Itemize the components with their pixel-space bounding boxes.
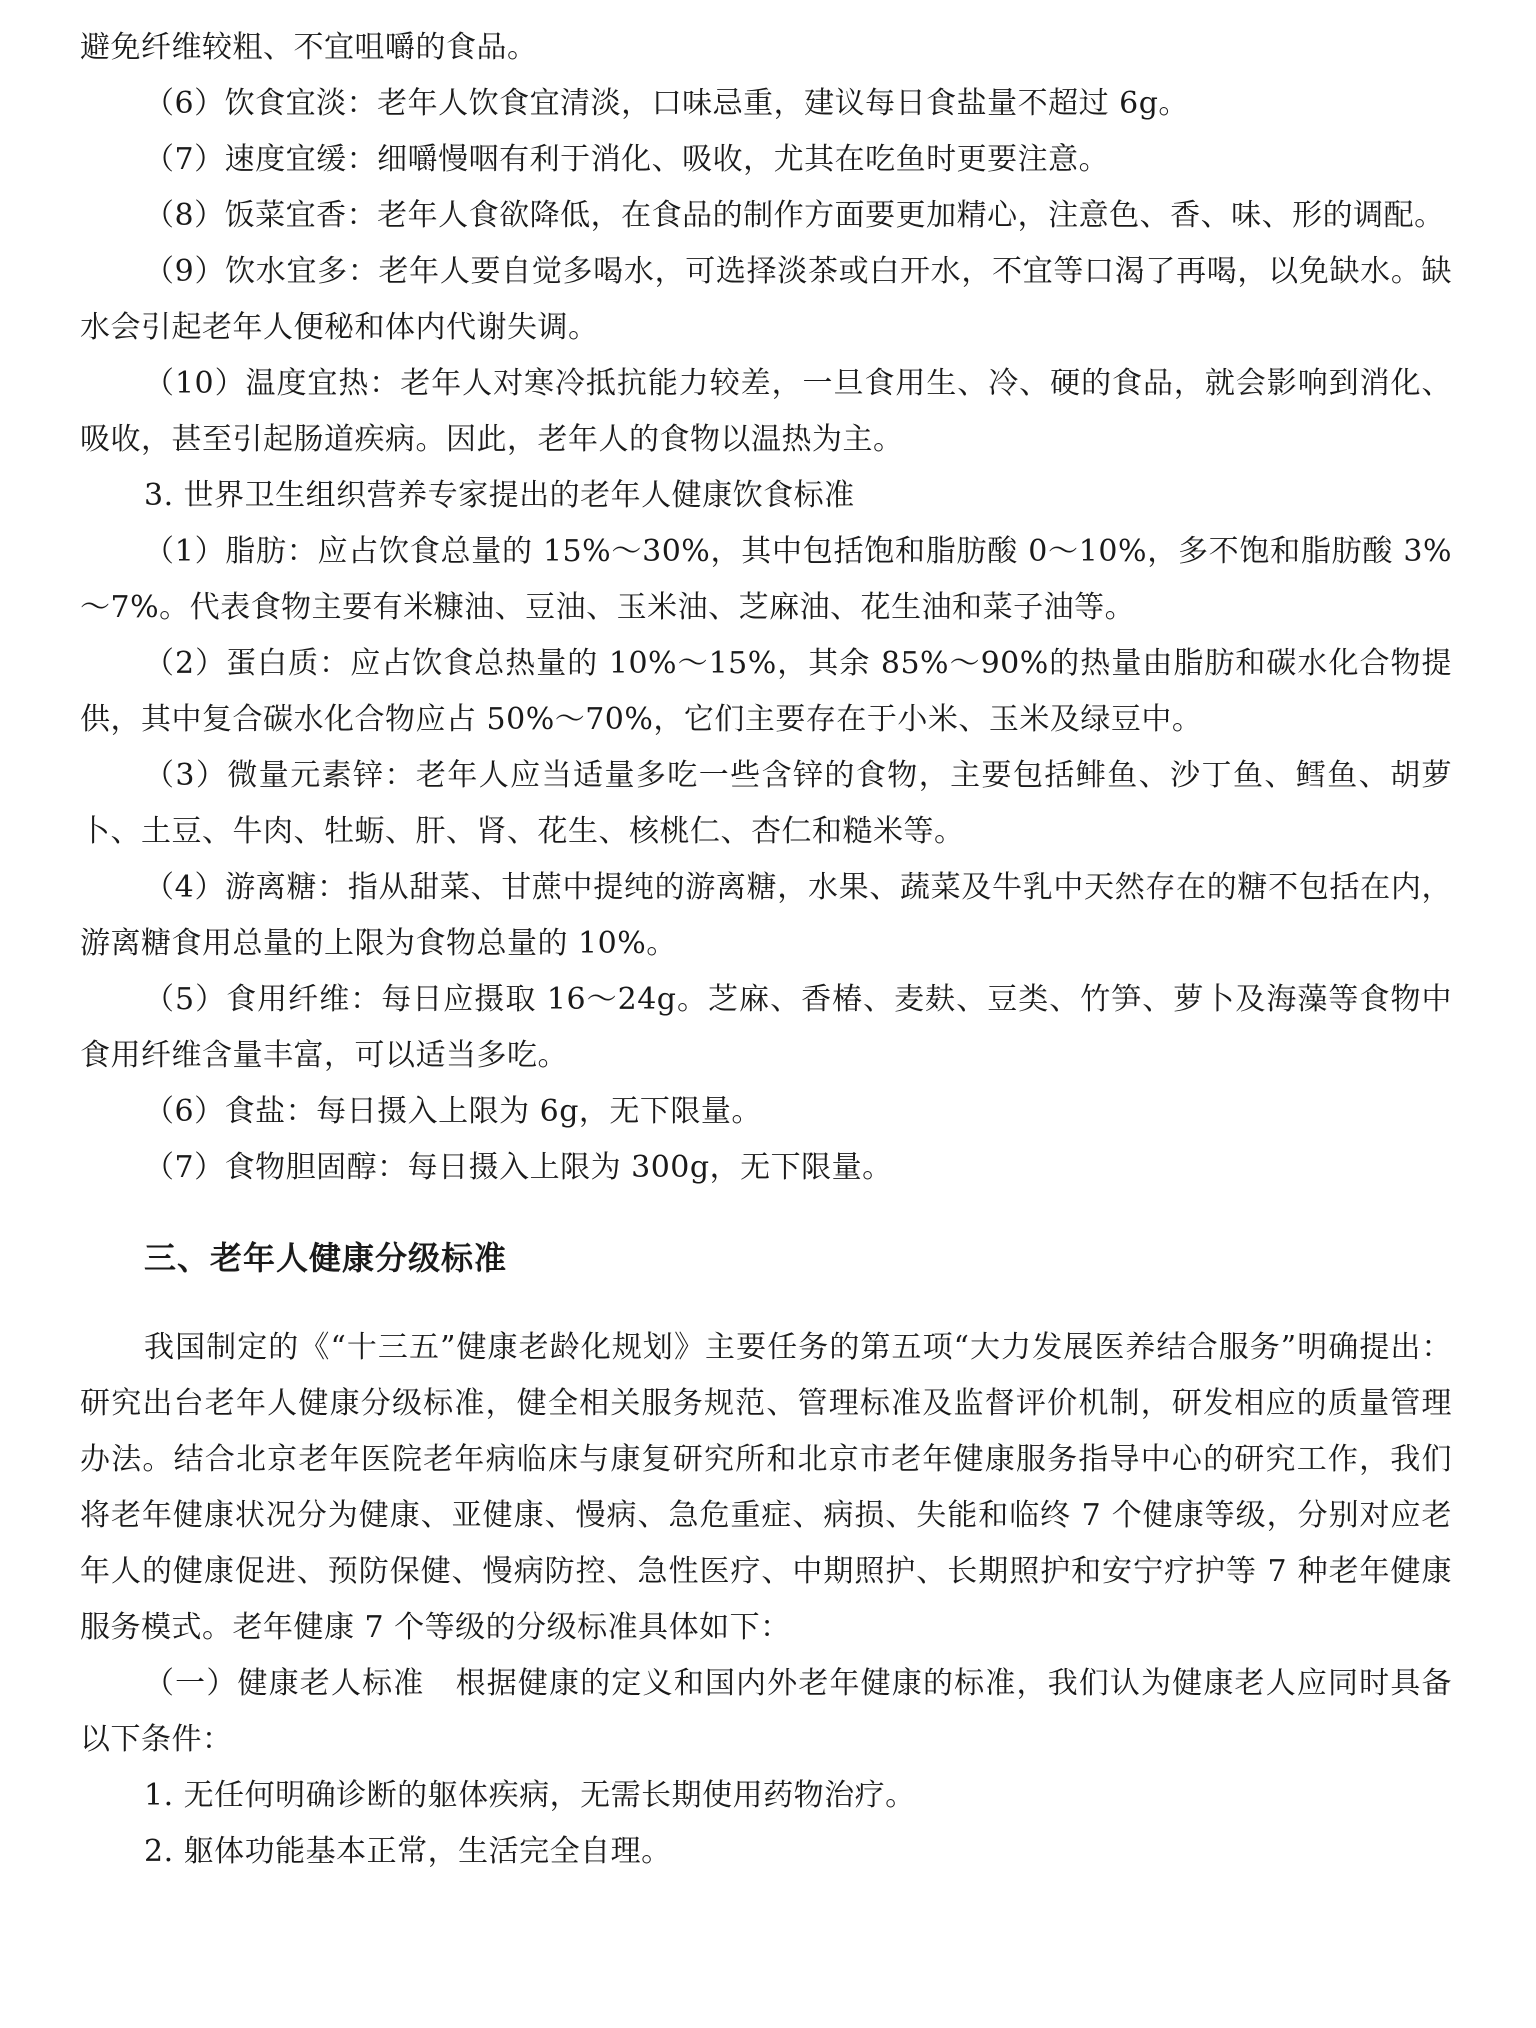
paragraph-warm-food: （10）温度宜热：老年人对寒冷抵抗能力较差，一旦食用生、冷、硬的食品，就会影响到消化、吸收，甚至引起肠道疾病。因此，老年人的食物以温热为主。 <box>80 366 1452 457</box>
paragraph-protein: （2）蛋白质：应占饮食总热量的 10%～15%，其余 85%～90%的热量由脂肪和碳水化合物提供，其中复合碳水化合物应占 50%～70%，它们主要存在于小米、玉米及绿豆中。 <box>80 646 1452 737</box>
paragraph-eat-slowly: （7）速度宜缓：细嚼慢咽有利于消化、吸收，尤其在吃鱼时更要注意。 <box>144 142 1110 177</box>
paragraph-healthy-elderly-standard: （一）健康老人标准 根据健康的定义和国内外老年健康的标准，我们认为健康老人应同时具备以下条件： <box>80 1666 1452 1757</box>
paragraph-drink-water: （9）饮水宜多：老年人要自觉多喝水，可选择淡茶或白开水，不宜等口渴了再喝，以免缺水。缺水会引起老年人便秘和体内代谢失调。 <box>80 254 1452 345</box>
paragraph-cholesterol: （7）食物胆固醇：每日摄入上限为 300g，无下限量。 <box>144 1150 893 1185</box>
paragraph-free-sugar: （4）游离糖：指从甜菜、甘蔗中提纯的游离糖，水果、蔬菜及牛乳中天然存在的糖不包括在内，游离糖食用总量的上限为食物总量的 10%。 <box>80 870 1452 961</box>
section-heading: 三、老年人健康分级标准 <box>144 1239 508 1277</box>
document-page <box>80 20 1452 1880</box>
paragraph-fat: （1）脂肪：应占饮食总量的 15%～30%，其中包括饱和脂肪酸 0～10%，多不饱和脂肪酸 3%～7%。代表食物主要有米糠油、豆油、玉米油、芝麻油、花生油和菜子油等。 <box>80 534 1452 625</box>
paragraph-food-flavor: （8）饭菜宜香：老年人食欲降低，在食品的制作方面要更加精心，注意色、香、味、形的调配。 <box>144 198 1445 233</box>
paragraph-diet-light: （6）饮食宜淡：老年人饮食宜清淡，口味忌重，建议每日食盐量不超过 6g。 <box>144 86 1189 121</box>
paragraph-salt: （6）食盐：每日摄入上限为 6g，无下限量。 <box>144 1094 762 1129</box>
list-item-no-disease: 1. 无任何明确诊断的躯体疾病，无需长期使用药物治疗。 <box>144 1778 916 1813</box>
paragraph-fiber: （5）食用纤维：每日应摄取 16～24g。芝麻、香椿、麦麸、豆类、竹笋、萝卜及海藻等食物中食用纤维含量丰富，可以适当多吃。 <box>80 982 1452 1073</box>
list-item-self-care: 2. 躯体功能基本正常，生活完全自理。 <box>144 1834 672 1869</box>
paragraph-zinc: （3）微量元素锌：老年人应当适量多吃一些含锌的食物，主要包括鲱鱼、沙丁鱼、鳕鱼、胡萝卜、土豆、牛肉、牡蛎、肝、肾、花生、核桃仁、杏仁和糙米等。 <box>80 758 1452 849</box>
paragraph-continuation: 避免纤维较粗、不宜咀嚼的食品。 <box>80 30 538 65</box>
paragraph-health-grading-intro: 我国制定的《“十三五”健康老龄化规划》主要任务的第五项“大力发展医养结合服务”明确提出：研究出台老年人健康分级标准，健全相关服务规范、管理标准及监督评价机制，研发相应的质量管理办法。结合北京老年医院老年病临床与康复研究所和北京市老年健康服务指导中心的研究工作，我们将老年健康状况分为健康、亚健康、慢病、急危重症、病损、失能和临终 7 个健康等级，分别对应老年人的健康促进、预防保健、慢病防控、急性医疗、中期照护、长期照护和安宁疗护等 7 种老年健康服务模式。老年健康 7 个等级的分级标准具体如下： <box>80 1330 1452 1645</box>
subheading-who-standard: 3. 世界卫生组织营养专家提出的老年人健康饮食标准 <box>144 478 855 513</box>
